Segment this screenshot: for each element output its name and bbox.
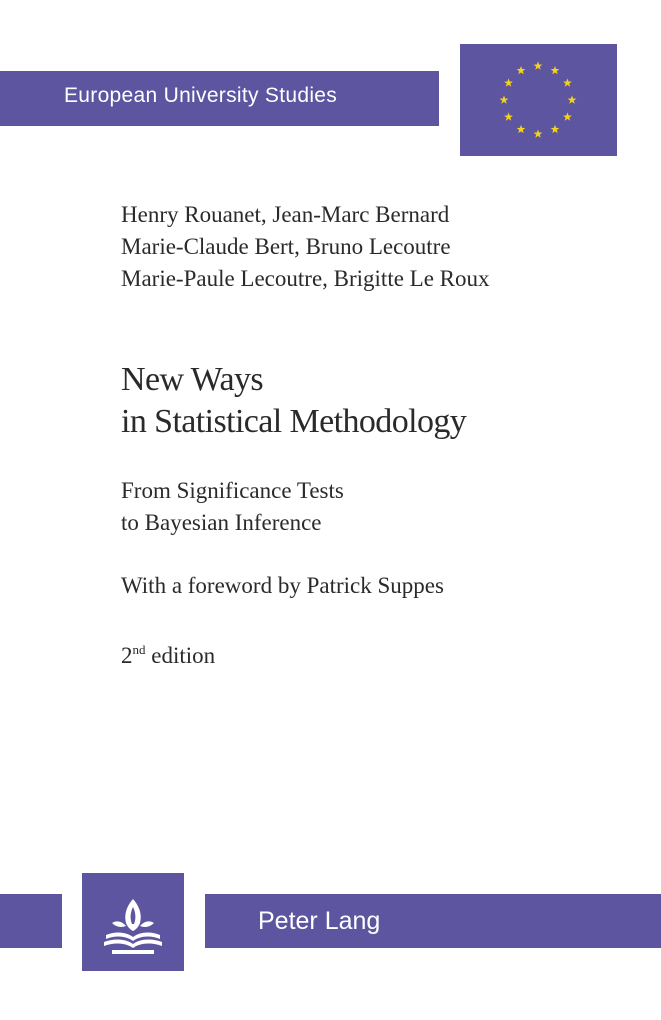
edition-label — [121, 634, 215, 672]
eu-flag-icon — [460, 44, 617, 156]
edition-ordinal-suffix: nd — [132, 642, 146, 657]
flag-star-icon — [500, 95, 509, 103]
book-title — [121, 359, 466, 443]
flag-star-icon — [563, 78, 572, 86]
subtitle-line: From Significance Tests — [121, 478, 344, 503]
book-title-line: New Ways — [121, 361, 263, 398]
flag-star-icon — [534, 129, 543, 137]
flag-star-icon — [551, 66, 560, 74]
foreword-credit: With a foreword by Patrick Suppes — [121, 573, 444, 598]
book-title-line: in Statistical Methodology — [121, 403, 467, 440]
author-list — [121, 199, 490, 295]
author-line: Marie-Paule Lecoutre, Brigitte Le Roux — [121, 266, 490, 291]
edition-number: 2 — [121, 643, 133, 668]
subtitle-line: to Bayesian Inference — [121, 510, 322, 535]
edition-word: edition — [145, 643, 216, 668]
flag-star-icon — [534, 61, 543, 69]
flag-star-icon — [551, 125, 560, 133]
book-subtitle — [121, 475, 344, 539]
flag-star-icon — [517, 66, 526, 74]
series-title: European University Studies — [64, 84, 338, 107]
author-line: Marie-Claude Bert, Bruno Lecoutre — [121, 234, 451, 259]
flag-star-icon — [563, 112, 572, 120]
flag-star-icon — [568, 95, 577, 103]
author-line: Henry Rouanet, Jean-Marc Bernard — [121, 202, 450, 227]
flag-star-icon — [504, 112, 513, 120]
flag-star-icon — [517, 125, 526, 133]
flag-star-icon — [504, 78, 513, 86]
bottom-left-band — [0, 894, 62, 948]
publisher-name: Peter Lang — [258, 907, 381, 935]
peter-lang-logo-icon — [82, 873, 184, 971]
